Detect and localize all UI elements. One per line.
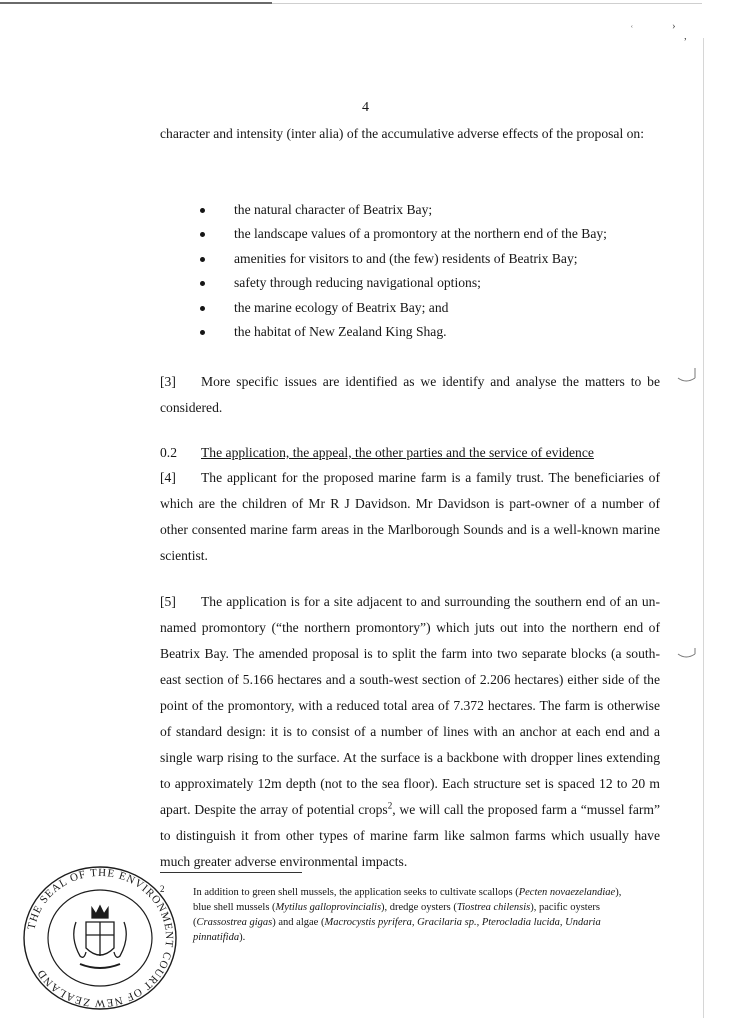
scan-edge-right — [703, 38, 704, 1018]
footnote — [160, 885, 640, 945]
paragraph-text: The applicant for the proposed marine farm is a family trust. The beneficiaries of which are the children of Mr R J Davidson. Mr Davidson is part-owner of a number of other consented marine farm areas in the Marlborough Sounds and is a well-known marine scientist. — [160, 470, 660, 563]
paragraph-number: [5] — [160, 594, 176, 609]
bullet-item: the habitat of New Zealand King Shag. — [200, 320, 607, 344]
scan-edge-top — [0, 2, 272, 4]
bullet-item: amenities for visitors to and (the few) residents of Beatrix Bay; — [200, 247, 607, 271]
bullet-item: safety through reducing navigational options; — [200, 271, 607, 295]
paragraph-5 — [160, 589, 660, 875]
footnote-reference: 2 — [387, 800, 393, 811]
bullet-item: the marine ecology of Beatrix Bay; and — [200, 296, 607, 320]
scan-speck-mark: ʿ — [630, 24, 634, 36]
paragraph-3 — [160, 369, 660, 421]
coat-of-arms-icon — [74, 906, 127, 968]
intro-paragraph: character and intensity (inter alia) of the accumulative adverse effects of the proposal on: — [160, 126, 645, 141]
bullet-icon — [200, 257, 205, 262]
issues-bullet-list — [200, 198, 607, 344]
section-number: 0.2 — [160, 445, 177, 460]
bullet-icon — [200, 208, 205, 213]
paragraph-text: The application is for a site adjacent to and surrounding the southern end of an un-named promontory (“the northern promontory”) which juts out into the northern end of Beatrix Bay. The amended proposal is to split the farm into two separate blocks (a south-east section of 5.166 hectares and a south-west section of 2.206 hectares) either side of the point of the promontory, with a reduced total area of 7.372 hectares. The farm is otherwise of standard design: it is to consist of a number of lines with an anchor at each end and a single warp rising to the surface. At the surface is a backbone with dropper lines extending to approximately 12m depth (not to the sea floor). Each structure set is spaced 12 to 20 m apart. Despite the array of potential crops — [160, 594, 660, 817]
paragraph-4 — [160, 465, 660, 569]
paragraph-text: More specific issues are identified as we identify and analyse the matters to be considered. — [160, 374, 660, 415]
bullet-icon — [200, 306, 205, 311]
bullet-icon — [200, 330, 205, 335]
section-heading — [160, 443, 594, 463]
margin-tick-mark — [676, 646, 700, 664]
margin-tick-mark — [676, 366, 700, 386]
scan-speck-mark: , — [684, 30, 687, 42]
scan-speck-mark: › — [672, 20, 676, 32]
court-seal-stamp — [20, 864, 180, 1012]
bullet-item: the natural character of Beatrix Bay; — [200, 198, 607, 222]
page-number: 4 — [362, 100, 369, 115]
footnote-text: In addition to green shell mussels, the application seeks to cultivate scallops (Pecten novaezelandiae), blue shell mussels (Mytilus galloprovincialis), dredge oysters (Tiostrea chilensis), pacific oysters (Crassostrea gigas) and algae (Macrocystis pyrifera, Gracilaria sp., Pterocladia lucida, Undaria pinnatifida). — [193, 887, 622, 943]
bullet-icon — [200, 281, 205, 286]
seal-outer-text: THE SEAL OF THE ENVIRONMENT COURT OF NEW ZEALAND — [25, 866, 176, 1010]
paragraph-text-continued: , we will call the proposed farm a “mussel farm” to distinguish it from other types of marine farm like salmon farms which usually have much greater adverse environmental impacts. — [160, 802, 661, 869]
footnote-separator — [160, 872, 302, 873]
bullet-icon — [200, 232, 205, 237]
section-title: The application, the appeal, the other parties and the service of evidence — [201, 445, 594, 460]
footnote-number: 2 — [160, 884, 165, 894]
paragraph-number: [4] — [160, 470, 176, 485]
scan-edge-top-faint — [272, 3, 702, 4]
paragraph-number: [3] — [160, 374, 176, 389]
bullet-item: the landscape values of a promontory at the northern end of the Bay; — [200, 222, 607, 246]
